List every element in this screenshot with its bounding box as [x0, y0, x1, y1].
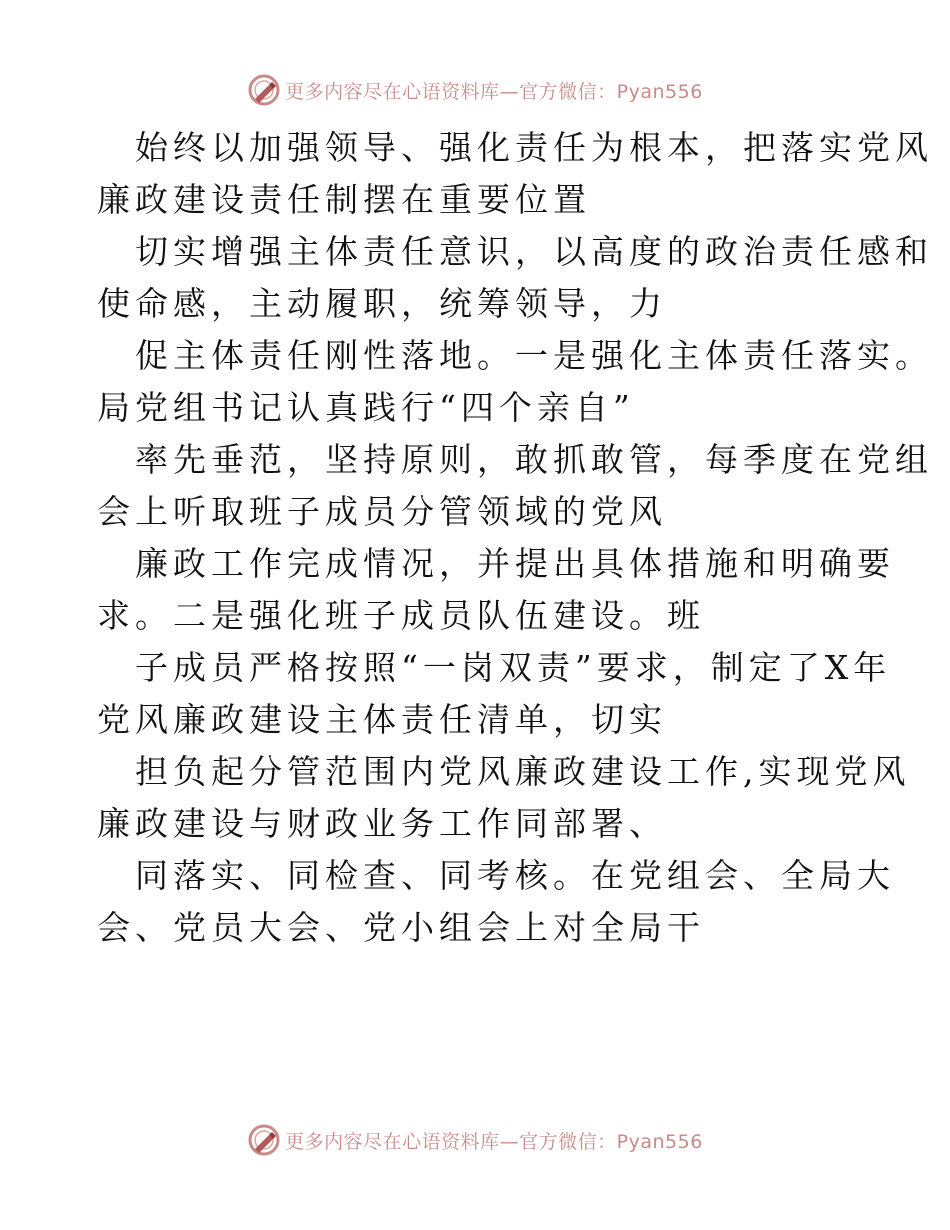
paragraph-line: 切实增强主体责任意识，以高度的政治责任感和: [135, 232, 933, 271]
pen-seal-logo-icon: [247, 1123, 281, 1157]
paragraph: [97, 434, 933, 538]
paragraph-line: 廉政建设与财政业务工作同部署、: [97, 804, 667, 843]
footer-watermark: [0, 1120, 950, 1160]
paragraph-line: 会上听取班子成员分管领域的党风: [97, 492, 667, 531]
paragraph: [97, 642, 892, 746]
paragraph-line: 局党组书记认真践行“四个亲自”: [97, 388, 635, 427]
header-watermark: [0, 70, 950, 110]
watermark-contact: Pyan556: [616, 1130, 703, 1153]
paragraph: [97, 226, 933, 330]
paragraph-line: 始终以加强领导、强化责任为根本，把落实党风: [135, 128, 933, 167]
paragraph-line: 廉政工作完成情况，并提出具体措施和明确要: [135, 544, 895, 583]
paragraph-line: 子成员严格按照“一岗双责”要求，制定了X年: [135, 648, 892, 687]
paragraph: [97, 330, 933, 434]
pen-seal-logo-icon: [247, 73, 281, 107]
watermark-text: 更多内容尽在心语资料库—官方微信：Pyan556: [285, 1130, 703, 1153]
paragraph-line: 担负起分管范围内党风廉政建设工作,实现党风: [135, 752, 911, 791]
paragraph: [97, 122, 933, 226]
watermark-contact: Pyan556: [616, 80, 703, 103]
paragraph-line: 党风廉政建设主体责任清单，切实: [97, 700, 667, 739]
paragraph: [97, 746, 911, 850]
document-body: [97, 122, 933, 954]
paragraph-line: 促主体责任刚性落地。一是强化主体责任落实。: [135, 336, 933, 375]
paragraph-line: 率先垂范，坚持原则，敢抓敢管，每季度在党组: [135, 440, 933, 479]
paragraph-line: 会、党员大会、党小组会上对全局干: [97, 908, 705, 947]
paragraph-line: 同落实、同检查、同考核。在党组会、全局大: [135, 856, 895, 895]
watermark-text: 更多内容尽在心语资料库—官方微信：Pyan556: [285, 80, 703, 103]
paragraph: [97, 538, 895, 642]
paragraph: [97, 850, 895, 954]
paragraph-line: 使命感，主动履职，统筹领导，力: [97, 284, 667, 323]
paragraph-line: 廉政建设责任制摆在重要位置: [97, 180, 591, 219]
paragraph-line: 求。二是强化班子成员队伍建设。班: [97, 596, 705, 635]
